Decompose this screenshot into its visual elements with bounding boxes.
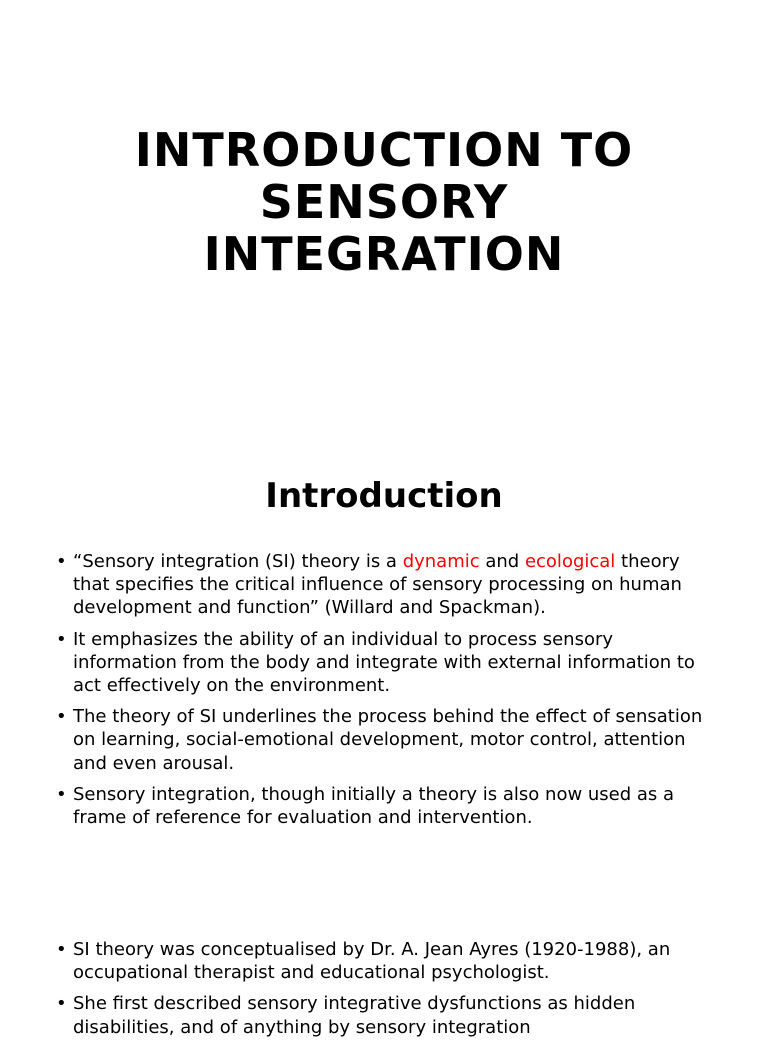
bullet-text: She first described sensory integrative dysfunctions as hidden disabilities, and of anything by sensory integration [73, 993, 636, 1038]
highlight-dynamic: dynamic [402, 551, 480, 572]
list-item [56, 938, 716, 984]
bullet-text-part: and [479, 551, 525, 572]
section-heading: Introduction [265, 476, 503, 516]
list-item [56, 783, 716, 829]
bullet-text-part: theory that specifies the critical influence of sensory processing on human development and function” (Willard and Spackman). [73, 551, 682, 619]
highlight-ecological: ecological [524, 551, 616, 572]
bullet-icon: • [56, 993, 67, 1015]
list-item [56, 705, 716, 775]
bullet-list-continued [56, 938, 716, 1047]
list-item [56, 628, 716, 698]
bullet-icon: • [56, 628, 67, 650]
bullet-icon: • [56, 706, 67, 728]
bullet-list [56, 550, 716, 837]
bullet-icon: • [56, 551, 67, 572]
title-slide [0, 0, 768, 430]
bullet-text-part: “Sensory integration (SI) theory is a [73, 551, 403, 572]
title-line-2: SENSORY [259, 175, 509, 229]
bullet-icon: • [56, 783, 67, 805]
bullet-text: The theory of SI underlines the process behind the effect of sensation on learning, social-emotional development, motor control, attention and even arousal. [73, 706, 703, 774]
bullet-icon: • [56, 939, 67, 960]
list-item [56, 550, 716, 620]
title-line-3: INTEGRATION [203, 227, 565, 281]
title-line-1: INTRODUCTION TO [134, 123, 634, 177]
introduction-slide [0, 430, 768, 1038]
bullet-text: It emphasizes the ability of an individual to process sensory information from the body and integrate with external information to act effectively on the environment. [73, 628, 695, 697]
bullet-text: Sensory integration, though initially a theory is also now used as a frame of reference for evaluation and intervention. [73, 783, 675, 829]
bullet-text: SI theory was conceptualised by Dr. A. Jean Ayres (1920-1988), an occupational therapist and educational psychologist. [73, 939, 671, 984]
main-title [0, 124, 768, 280]
list-item [56, 992, 716, 1038]
